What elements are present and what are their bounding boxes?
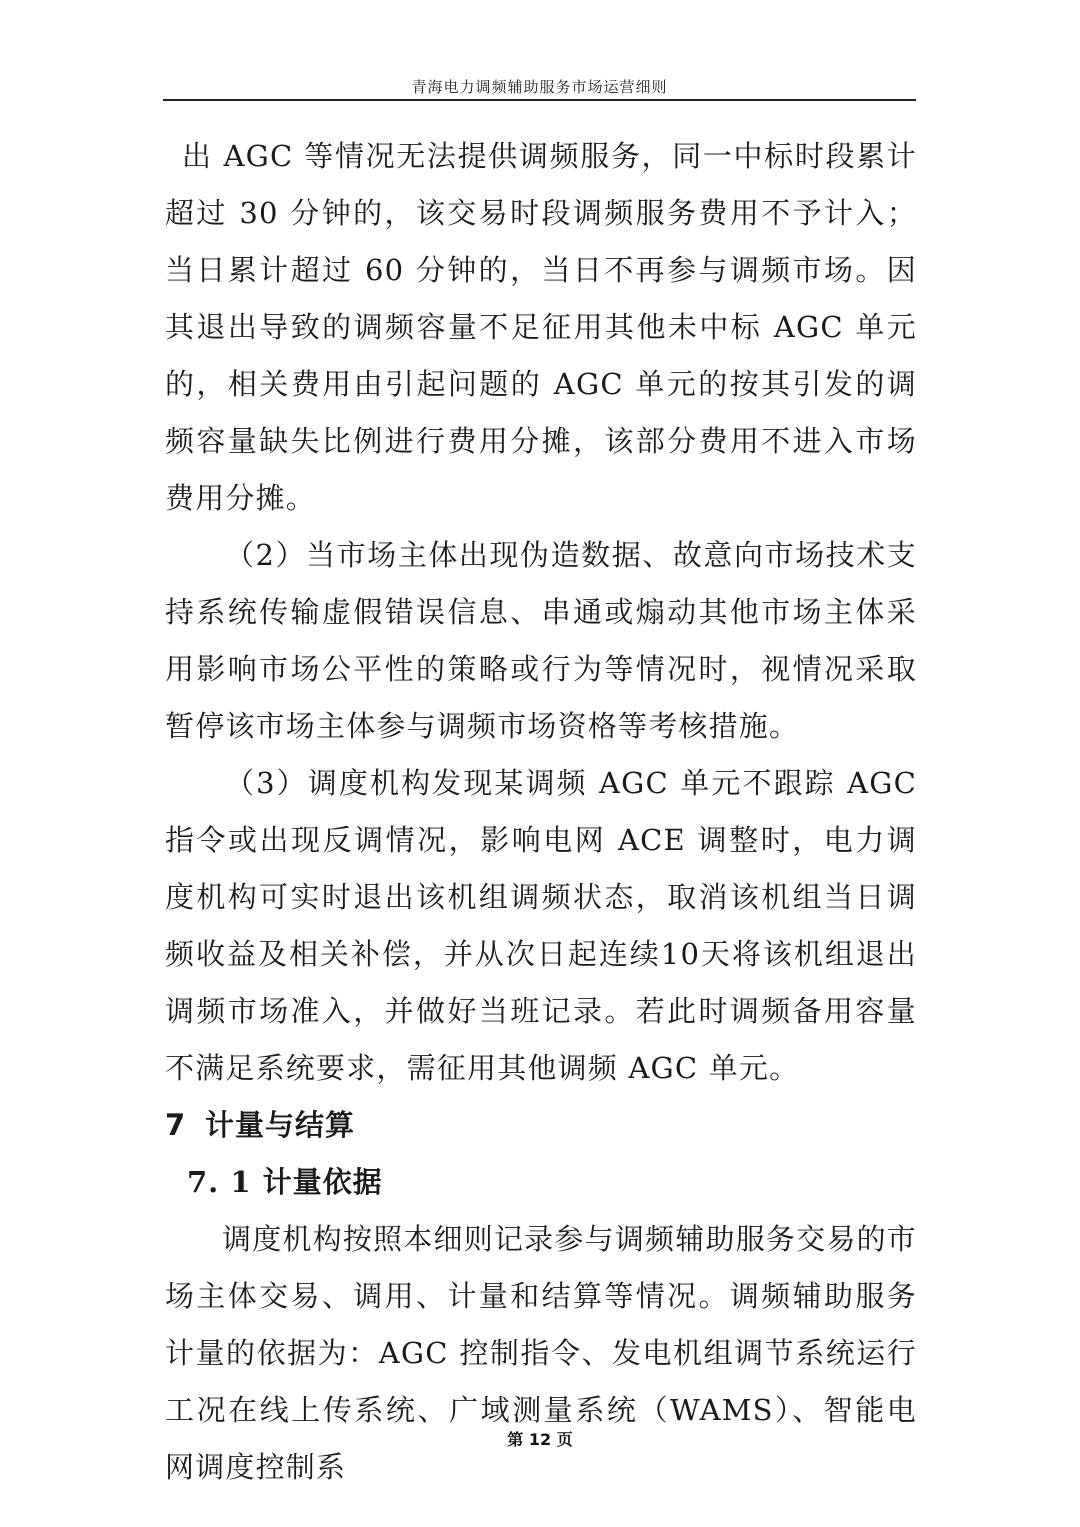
paragraph-item-3: （3）调度机构发现某调频 AGC 单元不跟踪 AGC 指令或出现反调情况，影响电网 ACE 调整时，电力调度机构可实时退出该机组调频状态，取消该机组当日调频收益及相关补偿，并从次日起连续10天将该机组退出调频市场准入，并做好当班记录。若此时调频备用容量不满足系统要求，需征用其他调频 AGC 单元。 [165,766,917,1085]
section-number: 7 [165,1108,187,1142]
subsection-heading: 7. 1 计量依据 [187,1165,383,1199]
header-divider [163,99,916,101]
page-number: 第 12 页 [507,1430,573,1449]
paragraph-item-2: （2）当市场主体出现伪造数据、故意向市场技术支持系统传输虚假错误信息、串通或煽动其他市场主体采用影响市场公平性的策略或行为等情况时，视情况采取暂停该市场主体参与调频市场资格等考核措施。 [165,538,917,743]
paragraph-measurement-basis: 调度机构按照本细则记录参与调频辅助服务交易的市场主体交易、调用、计量和结算等情况。调频辅助服务计量的依据为：AGC 控制指令、发电机组调节系统运行工况在线上传系统、广域测量系统（WAMS）、智能电网调度控制系 [165,1222,917,1484]
section-heading [165,1097,917,1154]
document-body [165,128,917,1496]
section-title: 计量与结算 [205,1108,356,1142]
paragraph-continuation: 出 AGC 等情况无法提供调频服务，同一中标时段累计超过 30 分钟的，该交易时段调频服务费用不予计入；当日累计超过 60 分钟的，当日不再参与调频市场。因其退出导致的调频容量不足征用其他未中标 AGC 单元的，相关费用由引起问题的 AGC 单元的按其引发的调频容量缺失比例进行费用分摊，该部分费用不进入市场费用分摊。 [165,139,917,515]
page-header-title: 青海电力调频辅助服务市场运营细则 [411,78,668,96]
